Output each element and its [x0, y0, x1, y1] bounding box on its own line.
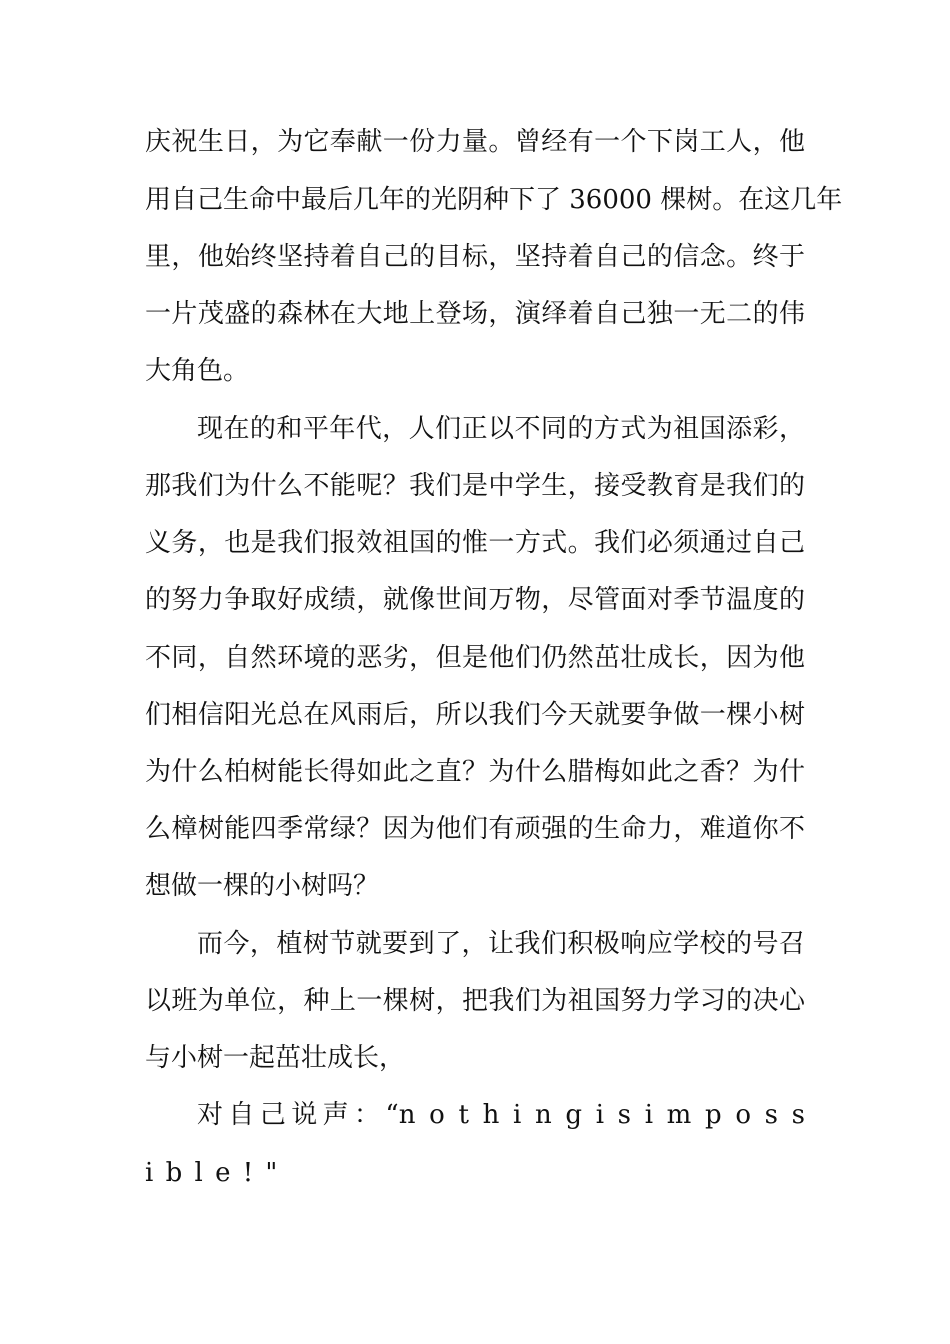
paragraph-first-line: 现在的和平年代，人们正以不同的方式为祖国添彩， — [197, 414, 805, 444]
text-line: 的努力争取好成绩，就像世间万物，尽管面对季节温度的 — [145, 585, 805, 615]
text-line: i b l e ! " — [145, 1158, 280, 1188]
text-line: 们相信阳光总在风雨后，所以我们今天就要争做一棵小树 — [145, 700, 805, 730]
text-line: 想做一棵的小树吗？ — [145, 871, 380, 901]
paragraph-first-line: 而今，植树节就要到了，让我们积极响应学校的号召 — [197, 929, 805, 959]
text-line: 么樟树能四季常绿？因为他们有顽强的生命力，难道你不 — [145, 814, 805, 844]
text-line: 不同，自然环境的恶劣，但是他们仍然茁壮成长，因为他 — [145, 643, 805, 673]
text-line: 为什么柏树能长得如此之直？为什么腊梅如此之香？为什 — [145, 757, 805, 787]
text-line: 大角色。 — [145, 356, 250, 386]
text-line: 以班为单位，种上一棵树，把我们为祖国努力学习的决心 — [145, 986, 805, 1016]
text-line: 一片茂盛的森林在大地上登场，演绎着自己独一无二的伟 — [145, 299, 805, 329]
text-line: 与小树一起茁壮成长， — [145, 1043, 406, 1073]
paragraph-first-line: 对自己说声：“n o t h i n g i s i m p o s s — [197, 1100, 805, 1130]
text-line: 里，他始终坚持着自己的目标，坚持着自己的信念。终于 — [145, 242, 805, 272]
text-line: 那我们为什么不能呢？我们是中学生，接受教育是我们的 — [145, 471, 805, 501]
text-line: 庆祝生日，为它奉献一份力量。曾经有一个下岗工人，他 — [145, 127, 805, 157]
text-line: 义务，也是我们报效祖国的惟一方式。我们必须通过自己 — [145, 528, 805, 558]
text-line: 用自己生命中最后几年的光阴种下了 36000 棵树。在这几年 — [145, 185, 843, 215]
